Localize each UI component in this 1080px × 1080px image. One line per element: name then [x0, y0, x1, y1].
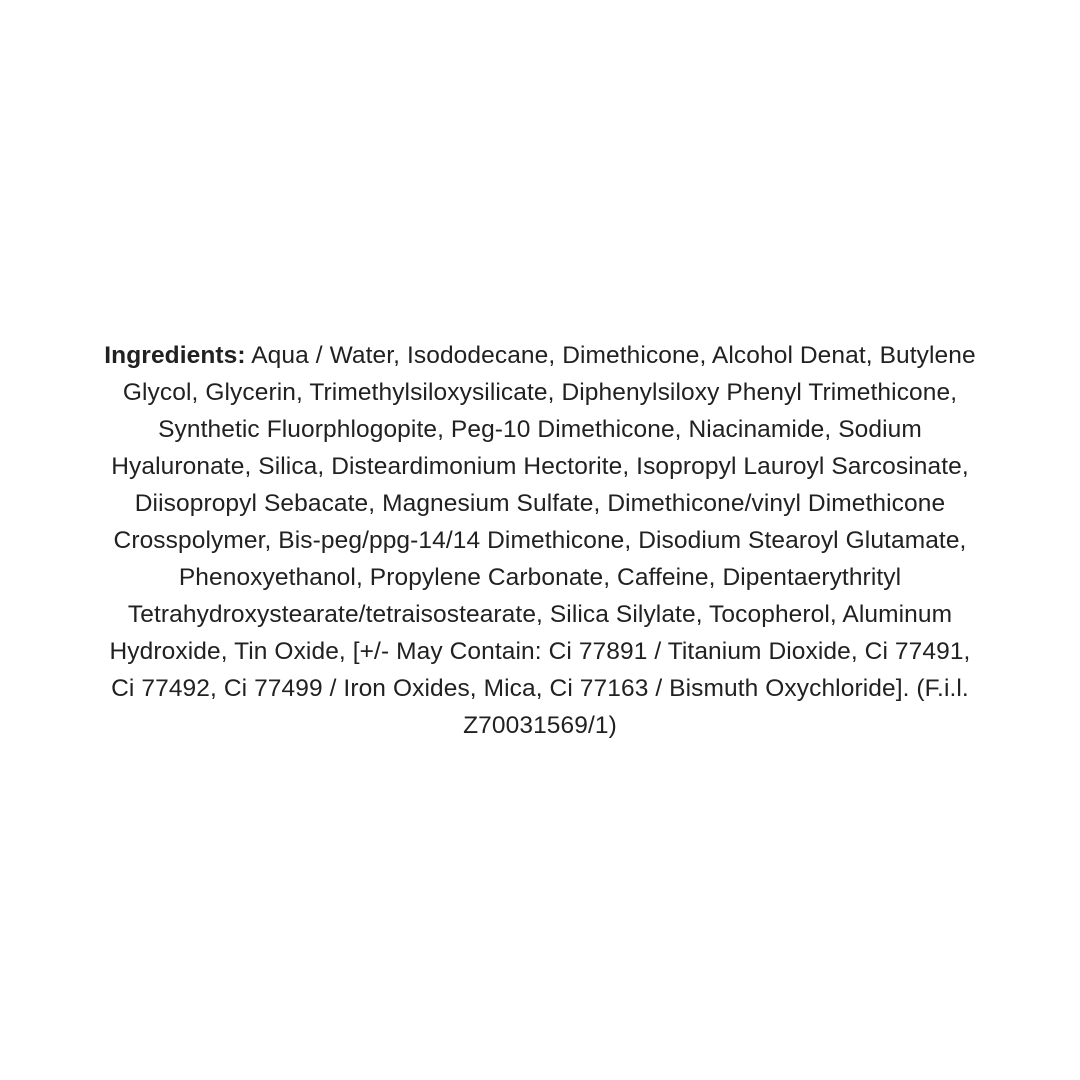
ingredients-text: Aqua / Water, Isododecane, Dimethicone, Alcohol Denat, Butylene Glycol, Glycerin, Trimethylsiloxysilicate, Diphenylsiloxy Phenyl Trimethicone, Synthetic Fluorphlogopite, Peg-10 Dimethicone, Niacinamide, Sodium Hyaluronate, Silica, Disteardimonium Hectorite, Isopropyl Lauroyl Sarcosinate, Diisopropyl Sebacate, Magnesium Sulfate, Dimethicone/vinyl Dimethicone Crosspolymer, Bis-peg/ppg-14/14 Dimethicone, Disodium Stearoyl Glutamate, Phenoxyethanol, Propylene Carbonate, Caffeine, Dipentaerythrityl Tetrahydroxystearate/tetraisostearate, Silica Silylate, Tocopherol, Aluminum Hydroxide, Tin Oxide, [+/- May Contain: Ci 77891 / Titanium Dioxide, Ci 77491, Ci 77492, Ci 77499 / Iron Oxides, Mica, Ci 77163 / Bismuth Oxychloride]. (F.i.l. Z70031569/1)	[109, 341, 976, 739]
ingredients-label: Ingredients:	[104, 341, 246, 369]
ingredients-paragraph	[100, 337, 980, 744]
